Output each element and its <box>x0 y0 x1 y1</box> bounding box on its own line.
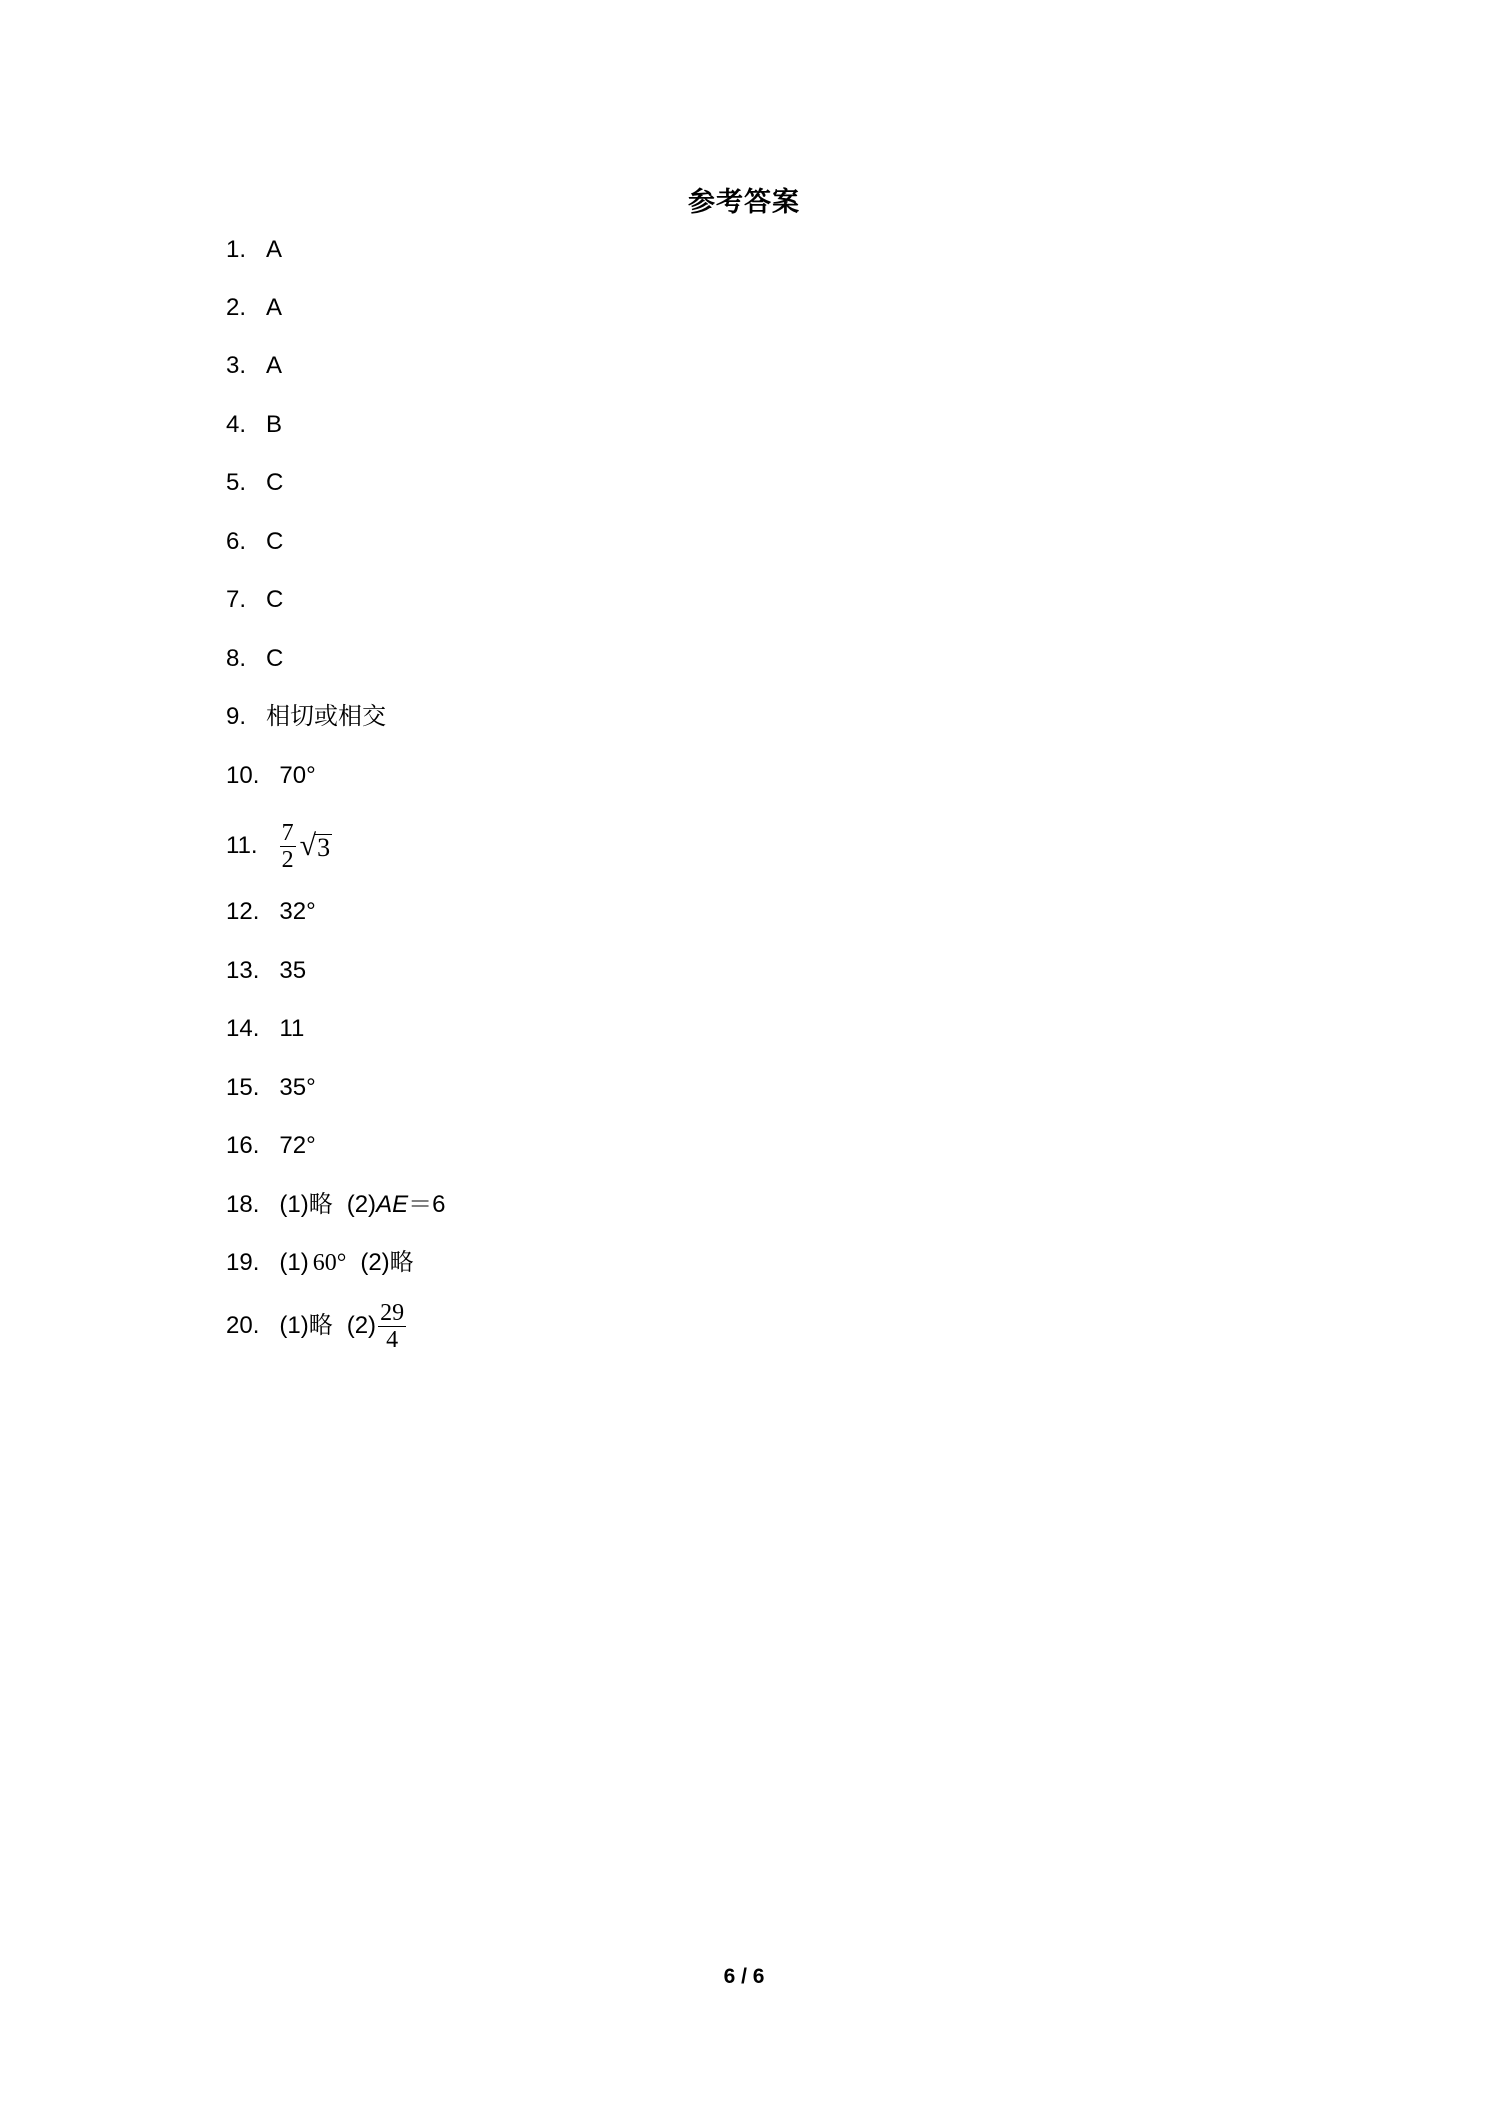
item-answer <box>279 1243 413 1283</box>
list-item <box>226 1068 316 1108</box>
list-item <box>226 756 316 796</box>
fraction-numerator: 7 <box>281 819 294 846</box>
item-answer: C <box>266 645 284 672</box>
item-answer: 35° <box>279 1074 316 1101</box>
item-answer: A <box>266 352 283 379</box>
item-answer: 32° <box>279 898 316 925</box>
answer-part-1: (1)略 <box>279 1312 333 1339</box>
item-answer <box>278 820 332 873</box>
list-item <box>226 346 282 386</box>
list-item <box>226 1185 445 1225</box>
item-number: 5. <box>226 469 247 496</box>
fraction-numerator: 29 <box>380 1299 405 1326</box>
list-item <box>226 405 282 445</box>
answer-part-2-prefix: (2) <box>346 1191 377 1218</box>
item-answer: C <box>266 528 284 555</box>
item-answer: 72° <box>279 1132 316 1159</box>
item-number: 19. <box>226 1249 260 1276</box>
item-number: 13. <box>226 957 260 984</box>
item-number: 16. <box>226 1132 260 1159</box>
list-item <box>226 463 283 503</box>
item-answer: A <box>266 236 283 263</box>
list-item <box>226 580 283 620</box>
item-number: 8. <box>226 645 247 672</box>
item-number: 4. <box>226 411 247 438</box>
item-number: 9. <box>226 703 247 730</box>
list-item <box>226 1009 304 1049</box>
fraction-denominator: 4 <box>386 1326 399 1353</box>
item-answer: C <box>266 586 284 613</box>
page-number: 6 / 6 <box>723 1965 765 1988</box>
list-item <box>226 697 386 737</box>
item-answer: B <box>266 411 283 438</box>
square-root <box>300 831 332 861</box>
item-number: 10. <box>226 762 260 789</box>
item-number: 15. <box>226 1074 260 1101</box>
item-answer: 11 <box>279 1015 305 1042</box>
list-item <box>226 892 316 932</box>
list-item <box>226 639 283 679</box>
list-item <box>226 288 282 328</box>
list-item <box>226 522 283 562</box>
item-number: 18. <box>226 1191 260 1218</box>
list-item <box>226 1243 414 1283</box>
answer-part-2: (2)略 <box>360 1249 414 1276</box>
item-answer: 相切或相交 <box>266 703 387 730</box>
fraction-denominator: 2 <box>281 846 294 873</box>
item-number: 14. <box>226 1015 260 1042</box>
answer-part-1-prefix: (1) <box>279 1249 309 1276</box>
page-title: 参考答案 <box>688 187 800 217</box>
item-number: 7. <box>226 586 247 613</box>
list-item <box>226 1294 408 1358</box>
item-number: 1. <box>226 236 247 263</box>
item-number: 20. <box>226 1312 260 1339</box>
item-number: 6. <box>226 528 247 555</box>
list-item <box>226 951 306 991</box>
item-number: 12. <box>226 898 260 925</box>
answer-part-1-value: 60° <box>312 1250 347 1276</box>
item-answer: A <box>266 294 283 321</box>
item-number: 3. <box>226 352 247 379</box>
item-answer: C <box>266 469 284 496</box>
list-item <box>226 814 332 878</box>
list-item <box>226 230 282 270</box>
answer-part-2-rest: ＝6 <box>408 1191 446 1218</box>
radicand: 3 <box>317 833 331 862</box>
item-answer: 35 <box>279 957 307 984</box>
item-number: 11. <box>226 832 258 859</box>
answer-part-2-variable: AE <box>376 1191 409 1218</box>
item-answer: 70° <box>279 762 316 789</box>
item-number: 2. <box>226 294 247 321</box>
radical-sign-icon: √ <box>299 829 317 862</box>
item-answer <box>279 1185 445 1225</box>
answer-part-2-prefix: (2) <box>346 1312 377 1339</box>
list-item <box>226 1126 316 1166</box>
fraction <box>378 1300 406 1353</box>
answer-part-1: (1)略 <box>279 1191 333 1218</box>
item-answer <box>279 1300 408 1353</box>
fraction <box>280 820 296 873</box>
